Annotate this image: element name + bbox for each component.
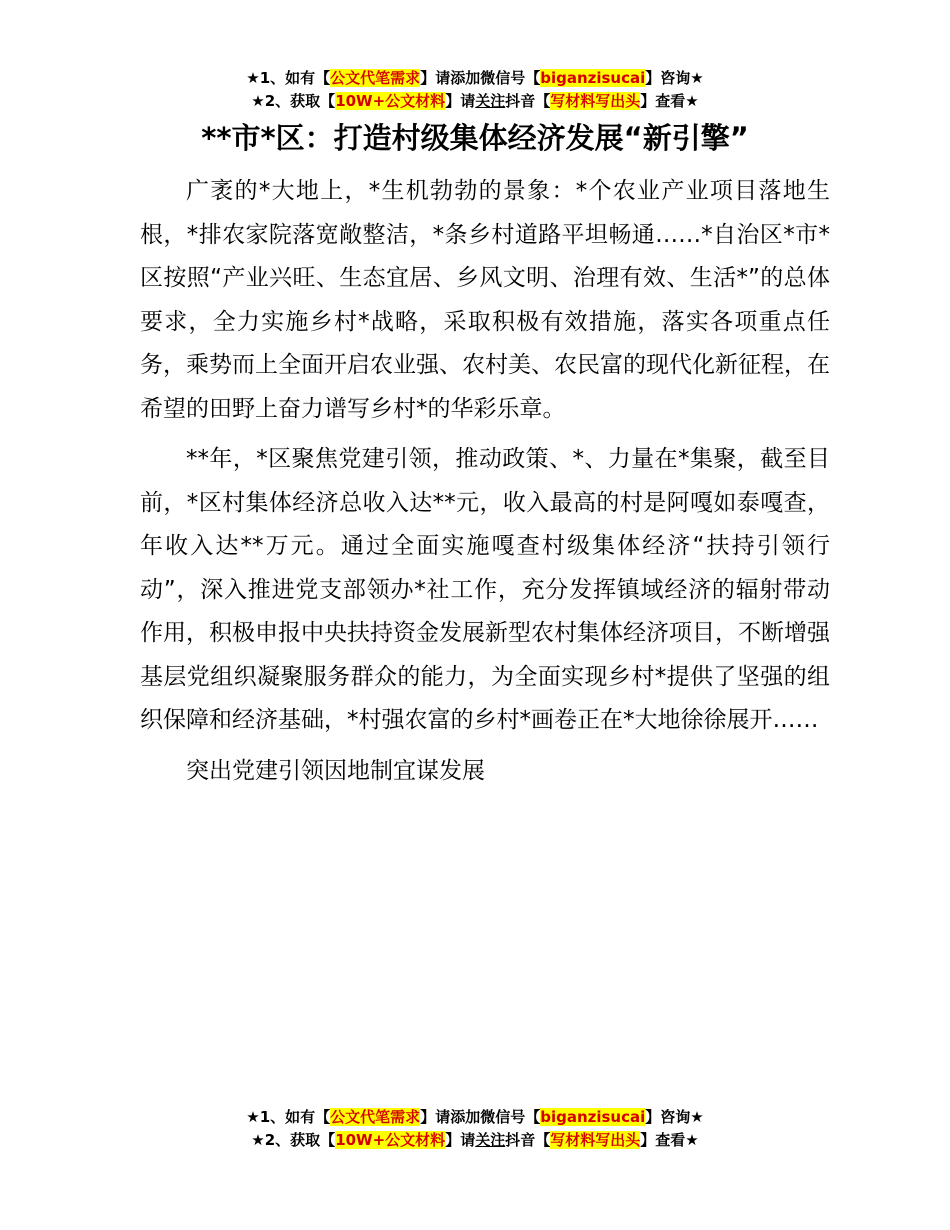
promo-text: 】查看 [640, 1131, 686, 1149]
star-icon: ★ [246, 69, 260, 87]
promo-text: 】咨询 [645, 69, 691, 87]
promo-text: 】请 [445, 92, 476, 110]
promo-line-1 [0, 67, 950, 90]
promo-text: 】请添加微信号【 [420, 1108, 541, 1126]
douyin-account-highlight: 写材料写出头 [550, 1131, 641, 1149]
star-icon: ★ [685, 92, 699, 110]
promo-text: 抖音【 [505, 92, 551, 110]
promo-line-2 [0, 90, 950, 113]
promo-item-number: 2、 [264, 1131, 291, 1149]
promo-highlight: 10W+公文材料 [335, 1131, 446, 1149]
promo-item-number: 1、 [259, 69, 286, 87]
promo-emphasis: 关注 [475, 92, 506, 110]
promo-text: 】咨询 [645, 1108, 691, 1126]
promo-text: 】请 [445, 1131, 476, 1149]
promo-item-number: 1、 [259, 1108, 286, 1126]
promo-item-number: 2、 [264, 92, 291, 110]
promo-text: 获取【 [290, 92, 336, 110]
promo-text: 】请添加微信号【 [420, 69, 541, 87]
promo-text: 抖音【 [505, 1131, 551, 1149]
wechat-id-highlight: biganzisucai [540, 69, 646, 87]
promo-banner-top [0, 67, 950, 113]
douyin-account-highlight: 写材料写出头 [550, 92, 641, 110]
star-icon: ★ [690, 1108, 704, 1126]
promo-highlight: 公文代笔需求 [330, 1108, 421, 1126]
promo-highlight: 10W+公文材料 [335, 92, 446, 110]
paragraph: **年，*区聚焦党建引领，推动政策、*、力量在*集聚，截至目前，*区村集体经济总收入达**元，收入最高的村是阿嘎如泰嘎查，年收入达**万元。通过全面实施嘎查村级集体经济“扶持引领行动”，深入推进党支部领办*社工作，充分发挥镇域经济的辐射带动作用，积极申报中央扶持资金发展新型农村集体经济项目，不断增强基层党组织凝聚服务群众的能力，为全面实现乡村*提供了坚强的组织保障和经济基础，*村强农富的乡村*画卷正在*大地徐徐展开…… [140, 446, 830, 733]
star-icon: ★ [685, 1131, 699, 1149]
promo-emphasis: 关注 [475, 1131, 506, 1149]
wechat-id-highlight: biganzisucai [540, 1108, 646, 1126]
star-icon: ★ [690, 69, 704, 87]
paragraph: 广袤的*大地上，*生机勃勃的景象：*个农业产业项目落地生根，*排农家院落宽敞整洁，*条乡村道路平坦畅通……*自治区*市*区按照“产业兴旺、生态宜居、乡风文明、治理有效、生活*”的总体要求，全力实施乡村*战略，采取积极有效措施，落实各项重点任务，乘势而上全面开启农业强、农村美、农民富的现代化新征程，在希望的田野上奋力谱写乡村*的华彩乐章。 [140, 178, 830, 422]
document-title: **市*区：打造村级集体经济发展“新引擎” [201, 121, 749, 155]
promo-banner-bottom [0, 1106, 950, 1152]
section-heading: 突出党建引领因地制宜谋发展 [186, 757, 485, 784]
promo-text: 获取【 [290, 1131, 336, 1149]
star-icon: ★ [251, 92, 265, 110]
star-icon: ★ [246, 1108, 260, 1126]
promo-line-2 [0, 1129, 950, 1152]
promo-line-1 [0, 1106, 950, 1129]
promo-highlight: 公文代笔需求 [330, 69, 421, 87]
promo-text: 如有【 [285, 69, 331, 87]
document-body [140, 170, 830, 800]
promo-text: 如有【 [285, 1108, 331, 1126]
promo-text: 】查看 [640, 92, 686, 110]
star-icon: ★ [251, 1131, 265, 1149]
